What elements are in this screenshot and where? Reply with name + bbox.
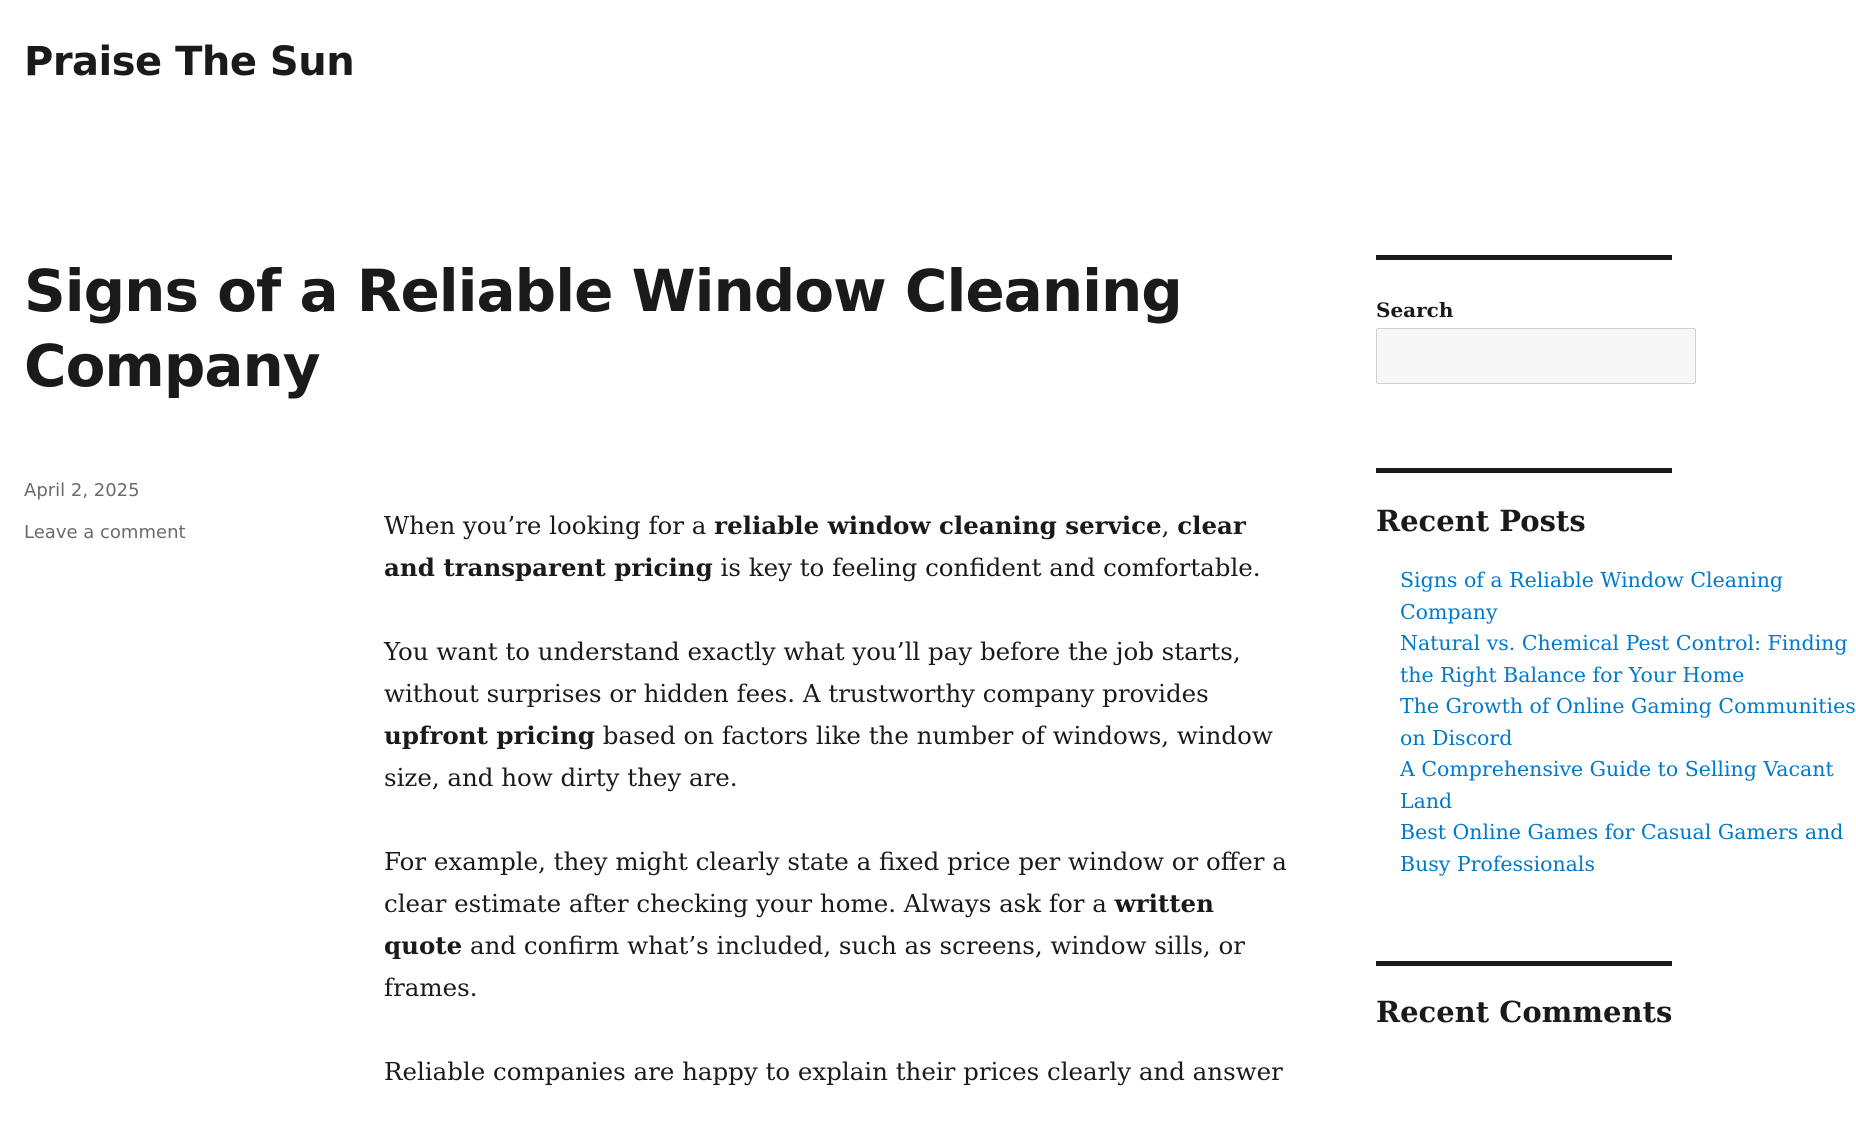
link-text-line: Company [1400,599,1498,624]
recent-post-link[interactable] [1400,817,1844,880]
link-text-line: Busy Professionals [1400,851,1595,876]
text-fragment: When you’re looking for a [384,511,715,540]
recent-posts-widget [1376,468,1856,880]
recent-posts-list [1376,565,1856,880]
recent-post-item [1400,817,1844,880]
link-text-line: The Growth of Online Gaming Communities [1400,694,1856,718]
link-text-line: A Comprehensive Guide to Selling Vacant [1400,757,1834,781]
sidebar [1376,255,1856,1029]
recent-comments-heading: Recent Comments [1376,995,1673,1029]
text-fragment: and confirm what’s included, such as screens, window sills, or frames. [384,931,1245,1002]
recent-posts-heading: Recent Posts [1376,504,1586,538]
recent-post-link[interactable] [1400,754,1834,817]
post-date-link[interactable]: April 2, 2025 [24,480,140,501]
bold-text: upfront pricing [384,721,595,750]
post-paragraph-3 [384,841,1296,1009]
recent-post-item [1400,754,1834,817]
recent-post-item [1400,691,1856,754]
post-paragraph-1 [384,505,1296,589]
recent-post-link[interactable] [1400,628,1848,691]
link-text-line: Land [1400,788,1453,813]
recent-comments-widget [1376,961,1672,1056]
post-meta [24,470,186,554]
post-title-line-2: Company [24,332,320,400]
text-fragment: For example, they might clearly state a fixed price per window or offer a clear estimate after checking your home. Always ask for a [384,847,1287,918]
post-paragraph-4 [384,1051,1296,1093]
text-fragment: You want to understand exactly what you’ll pay before the job starts, without surprises or hidden fees. A trustworthy company provides [384,637,1241,708]
post-content [384,505,1296,1135]
search-label: Search [1376,298,1454,322]
leave-comment-link[interactable]: Leave a comment [24,522,186,543]
recent-post-item [1400,628,1848,691]
bold-text: written quote [384,889,1214,960]
link-text-line: Natural vs. Chemical Pest Control: Finding [1400,631,1848,655]
text-fragment: Reliable companies are happy to explain their prices clearly and answer [384,1057,1283,1086]
post-title [24,254,1254,404]
text-fragment: based on factors like the number of windows, window size, and how dirty they are. [384,721,1273,792]
link-text-line: the Right Balance for Your Home [1400,662,1745,687]
bold-text: reliable window cleaning service [714,511,1162,540]
post-title-line-1: Signs of a Reliable Window Cleaning [24,257,1182,325]
recent-post-item [1400,565,1784,628]
bold-text: clear and transparent pricing [384,511,1246,582]
post-paragraph-2 [384,631,1296,799]
recent-post-link[interactable] [1400,691,1856,754]
text-fragment: , [1161,511,1178,540]
search-widget [1376,255,1672,384]
site-title-link[interactable]: Praise The Sun [24,39,355,85]
link-text-line: Signs of a Reliable Window Cleaning [1400,568,1784,592]
recent-post-link[interactable] [1400,565,1784,628]
link-text-line: on Discord [1400,725,1513,750]
text-fragment: is key to feeling confident and comfortable. [712,553,1261,582]
link-text-line: Best Online Games for Casual Gamers and [1400,820,1844,844]
search-input[interactable] [1376,328,1696,384]
